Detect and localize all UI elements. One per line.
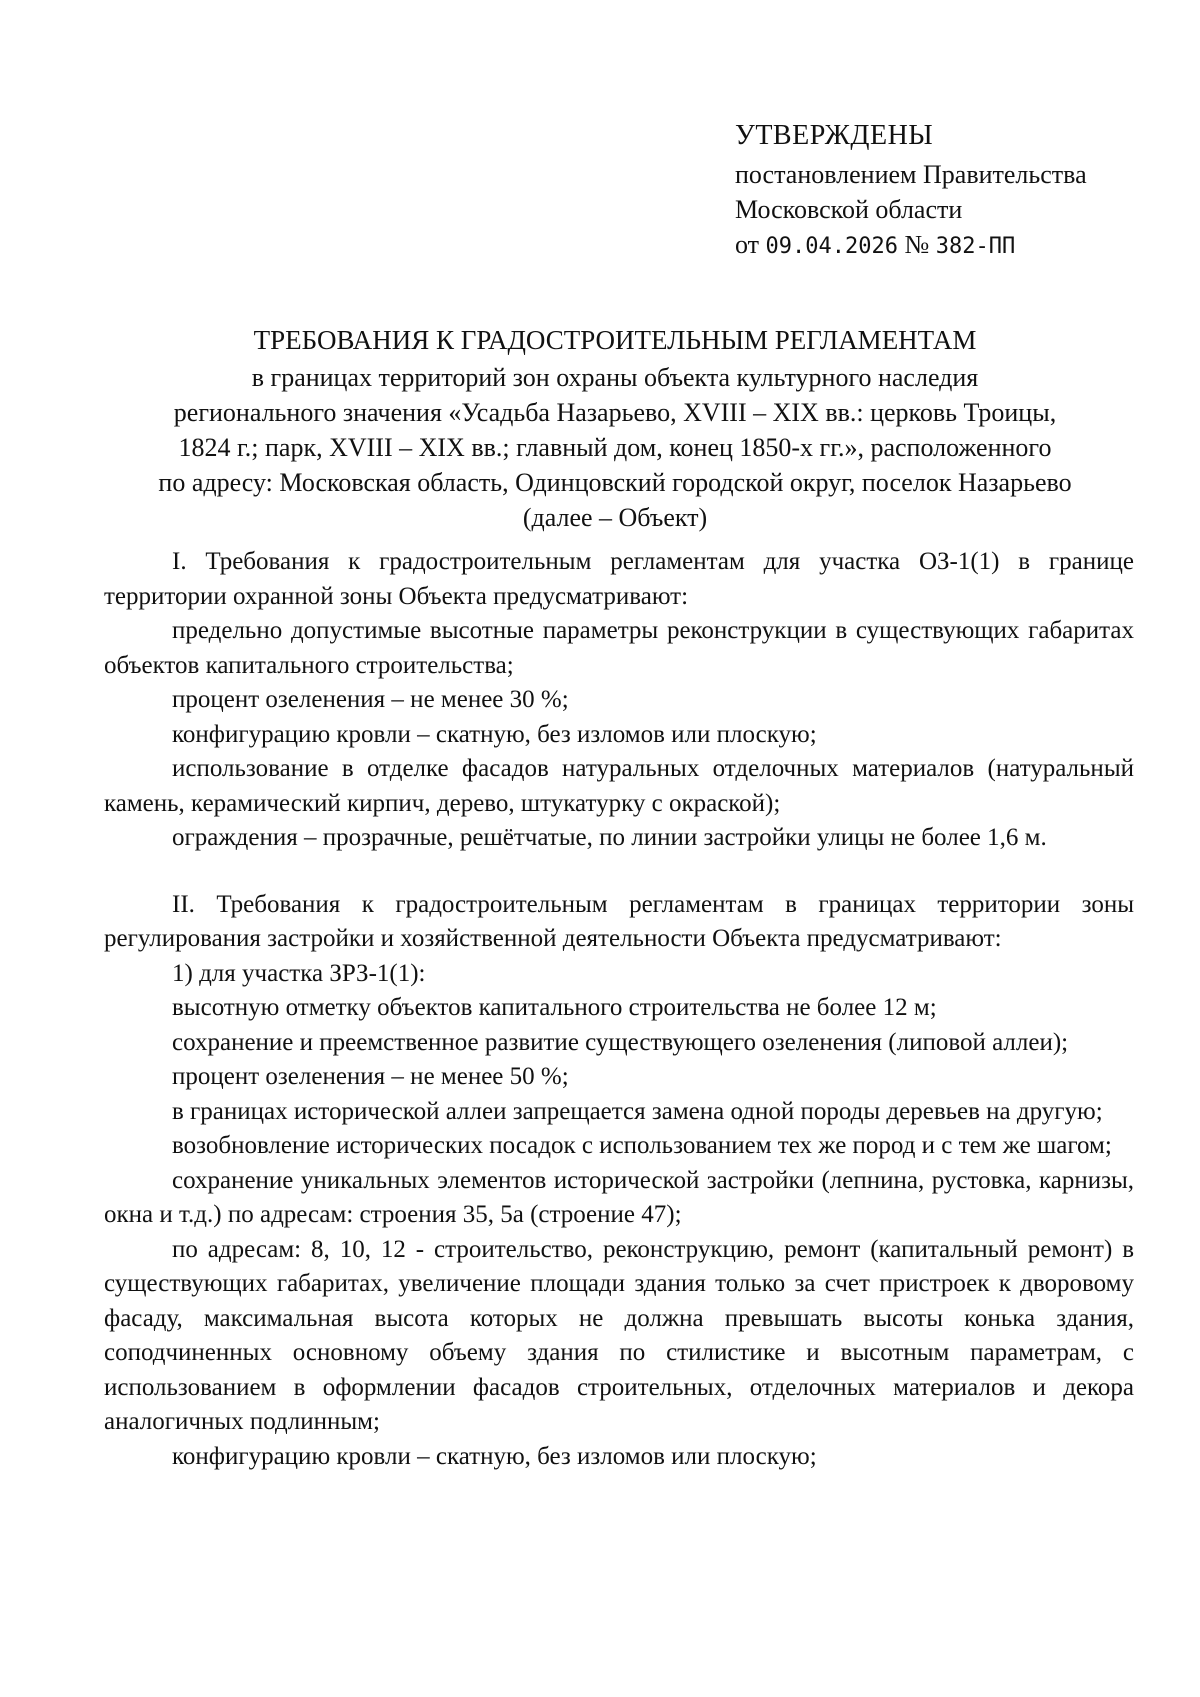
section-2-item: возобновление исторических посадок с использованием тех же пород и с тем же шагом; [172, 1132, 1112, 1159]
section-gap [104, 856, 1134, 888]
section-1-heading: I. Требования к градостроительным регламентам для участка ОЗ-1(1) в границе территории охранной зоны Объекта предусматривают: [104, 548, 1134, 610]
section-2-subheading: 1) для участка ЗРЗ-1(1): [172, 959, 426, 987]
approval-number: 382-ПП [935, 234, 1016, 259]
approval-block [735, 118, 1175, 264]
section-1-item: процент озеленения – не менее 30 %; [172, 686, 569, 713]
date-prefix: от [735, 230, 760, 259]
title-line: по адресу: Московская область, Одинцовский городской округ, поселок Назарьево [158, 468, 1072, 497]
document-body [104, 545, 1134, 1474]
section-2-item: по адресам: 8, 10, 12 - строительство, реконструкцию, ремонт (капитальный ремонт) в существующих габаритах, увеличение площади здания только за счет пристроек к дворовому фасаду, максимальная высота которых не должна превышать высоты конька здания, соподчиненных основному объему здания по стилистике и высотным параметрам, с использованием в оформлении фасадов строительных, отделочных материалов и декора аналогичных подлинным; [104, 1235, 1134, 1435]
title-main: ТРЕБОВАНИЯ К ГРАДОСТРОИТЕЛЬНЫМ РЕГЛАМЕНТАМ [253, 325, 977, 355]
section-1-item: предельно допустимые высотные параметры реконструкции в существующих габаритах объектов капитального строительства; [104, 617, 1134, 679]
title-line: регионального значения «Усадьба Назарьево, XVIII – XIX вв.: церковь Троицы, [173, 398, 1057, 427]
section-2-item: процент озеленения – не менее 50 %; [172, 1063, 569, 1090]
section-1-item: ограждения – прозрачные, решётчатые, по линии застройки улицы не более 1,6 м. [172, 824, 1047, 851]
section-2-item: сохранение уникальных элементов исторической застройки (лепнина, рустовка, карнизы, окна и т.д.) по адресам: строения 35, 5а (строение 47); [104, 1166, 1134, 1228]
title-line: в границах территорий зон охраны объекта культурного наследия [251, 363, 979, 392]
approval-date-line [735, 227, 1175, 264]
section-2-item: в границах исторической аллеи запрещается замена одной породы деревьев на другую; [172, 1097, 1103, 1125]
number-sign: № [904, 230, 930, 259]
section-2-item: высотную отметку объектов капитального строительства не более 12 м; [172, 994, 937, 1021]
section-1-item: использование в отделке фасадов натуральных отделочных материалов (натуральный камень, керамический кирпич, дерево, штукатурку с окраской); [104, 755, 1134, 817]
approval-line-1: постановлением Правительства [735, 160, 1087, 189]
approval-line-2: Московской области [735, 195, 963, 224]
section-2-item: сохранение и преемственное развитие существующего озеленения (липовой аллеи); [172, 1028, 1069, 1056]
title-line: 1824 г.; парк, XVIII – XIX вв.; главный дом, конец 1850-х гг.», расположенного [178, 433, 1052, 462]
section-1-item: конфигурацию кровли – скатную, без изломов или плоскую; [172, 720, 817, 748]
section-2-item: конфигурацию кровли – скатную, без изломов или плоскую; [172, 1442, 817, 1470]
document-title [100, 323, 1130, 535]
section-2-heading: II. Требования к градостроительным регламентам в границах территории зоны регулирования застройки и хозяйственной деятельности Объекта предусматривают: [104, 890, 1134, 952]
approval-title: УТВЕРЖДЕНЫ [735, 120, 934, 151]
approval-date: 09.04.2026 [765, 234, 898, 259]
title-line: (далее – Объект) [522, 503, 708, 532]
